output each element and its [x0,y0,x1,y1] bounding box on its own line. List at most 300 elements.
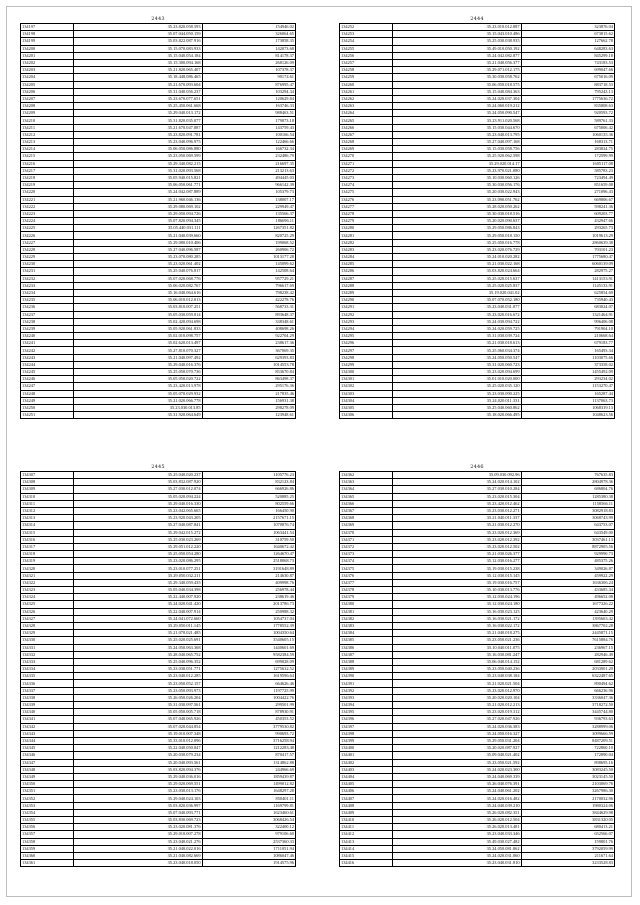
table-row [21,174,296,181]
row-value-cell: 216697.35 [202,160,295,167]
row-id-cell: 134358 [21,838,74,845]
table-row [21,515,296,522]
row-code-cell: 35.23.020.015.304 [393,493,521,500]
table-row [340,81,615,88]
row-value-cell: 103294.34 [202,88,295,95]
row-value-cell: 996406.08 [521,318,614,325]
row-code-cell: 35.29.040.036.016 [74,773,202,780]
table-row [21,500,296,507]
table-row [21,189,296,196]
table-row [21,139,296,146]
row-code-cell: 35.23.050.093.973 [74,687,202,694]
table-row [21,709,296,716]
row-id-cell: 134245 [21,369,74,376]
row-id-cell: 134347 [21,759,74,766]
row-value-cell: 323876.04 [521,24,614,31]
table-row [21,361,296,368]
row-code-cell: 35.23.020.076.729 [393,246,521,253]
row-value-cell: 3037461.13 [521,536,614,543]
row-id-cell: 134202 [21,59,74,66]
row-id-cell: 134322 [21,579,74,586]
row-value-cell: 1054737.04 [202,615,295,622]
row-id-cell: 134290 [340,297,393,304]
row-id-cell: 134339 [21,702,74,709]
row-code-cell: 35.16.030.022.172 [393,622,521,629]
row-code-cell: 35.21.040.056.377 [393,59,521,66]
row-value-cell: 3831320.05 [521,817,614,824]
row-value-cell: 832123.84 [202,479,295,486]
table-row [340,139,615,146]
table-row [21,845,296,852]
row-code-cell: 35.24.020.041.420 [74,601,202,608]
row-id-cell: 134380 [340,601,393,608]
table-row [21,246,296,253]
row-id-cell: 134337 [21,687,74,694]
row-id-cell: 134293 [340,318,393,325]
row-code-cell: 35.49.030.027.482 [393,838,521,845]
table-row [21,268,296,275]
row-id-cell: 134363 [340,479,393,486]
row-id-cell: 134306 [340,412,393,419]
row-value-cell: 870417.57 [202,752,295,759]
row-code-cell: 35.31.920.064.649 [74,412,202,419]
row-id-cell: 134396 [340,716,393,723]
row-code-cell: 35.05.050.020.722 [74,376,202,383]
row-id-cell: 134206 [21,88,74,95]
table-row [21,340,296,347]
row-code-cell: 35.23.670.077.651 [74,95,202,102]
table-row [21,529,296,536]
row-value-cell: 1285380.38 [521,493,614,500]
table-row [21,31,296,38]
row-id-cell: 134407 [340,795,393,802]
row-value-cell: 1004350.64 [202,630,295,637]
row-code-cell: 35.29.020.014.17 [393,160,521,167]
row-value-cell: 142508.64 [202,268,295,275]
table-row [21,52,296,59]
row-code-cell: 35.05.040.034.398 [74,587,202,594]
row-code-cell: 35.15.070.083.933 [74,45,202,52]
row-id-cell: 134397 [340,723,393,730]
table-row [340,289,615,296]
table-row [21,543,296,550]
table-row [21,369,296,376]
table-row [340,369,615,376]
row-id-cell: 134387 [340,651,393,658]
row-code-cell: 35.25.040.020.237 [74,472,202,479]
table-row [340,67,615,74]
row-value-cell: 3779530.82 [202,723,295,730]
table-row [340,558,615,565]
row-id-cell: 134408 [340,802,393,809]
row-value-cell: 166450.90 [202,507,295,514]
row-value-cell: 699047.66 [521,67,614,74]
table-row [21,651,296,658]
table-row [340,759,615,766]
row-id-cell: 134291 [340,304,393,311]
row-value-cell: 154946.02 [202,24,295,31]
row-value-cell: 1778552.39 [202,622,295,629]
row-value-cell: 703101.23 [521,246,614,253]
row-value-cell: 850401.11 [202,795,295,802]
row-code-cell: 35.23.030.090.225 [393,390,521,397]
row-value-cell: 890494.62 [521,680,614,687]
row-code-cell: 35.29.051.012.220 [74,543,202,550]
row-id-cell: 134261 [340,88,393,95]
table-row [340,817,615,824]
table-row [340,347,615,354]
table-row [340,702,615,709]
row-id-cell: 134344 [21,737,74,744]
row-id-cell: 134251 [21,412,74,419]
row-code-cell: 35.12.030.024.180 [393,601,521,608]
row-code-cell: 35.01.010.020.000 [393,376,521,383]
row-code-cell: 35.24.020.011.331 [393,397,521,404]
row-code-cell: 35.24.030.094.722 [393,318,521,325]
table-row [21,261,296,268]
row-id-cell: 134295 [340,333,393,340]
table-row [340,651,615,658]
row-id-cell: 134378 [340,587,393,594]
row-code-cell: 35.16.030.023.125 [393,608,521,615]
row-id-cell: 134323 [21,587,74,594]
row-value-cell: 876995.47 [202,81,295,88]
row-id-cell: 134357 [21,831,74,838]
table-row [21,608,296,615]
row-code-cell: 35.27.030.012.074 [74,486,202,493]
row-id-cell: 134371 [340,536,393,543]
row-id-cell: 134411 [340,824,393,831]
row-value-cell: 1019613.29 [521,232,614,239]
row-id-cell: 134255 [340,45,393,52]
row-code-cell: 35.06.020.082.767 [74,282,202,289]
row-value-cell: 1623460.61 [202,809,295,816]
row-id-cell: 134328 [21,622,74,629]
row-id-cell: 134249 [21,397,74,404]
row-id-cell: 134356 [21,824,74,831]
table-row [340,472,615,479]
table-row [21,852,296,859]
row-code-cell: 35.21.030.012.270 [393,522,521,529]
row-value-cell: 293265.73 [521,225,614,232]
table-row [21,95,296,102]
row-id-cell: 134404 [340,773,393,780]
row-value-cell: 186696.11 [202,218,295,225]
data-table [20,471,296,867]
row-code-cell: 35.23.920.043.205 [74,515,202,522]
table-row [21,601,296,608]
row-value-cell: 163746.33 [202,103,295,110]
row-id-cell: 134312 [21,507,74,514]
table-row [340,182,615,189]
row-id-cell: 134214 [21,146,74,153]
row-id-cell: 134345 [21,745,74,752]
table-row [21,282,296,289]
row-id-cell: 134340 [21,709,74,716]
row-value-cell: 898695.16 [521,759,614,766]
row-code-cell: 35.23.911.020.568 [393,117,521,124]
row-code-cell: 35.23.020.061.402 [74,261,202,268]
table-row [21,565,296,572]
row-code-cell: 35.24.040.039.210 [393,802,521,809]
row-id-cell: 134319 [21,558,74,565]
row-id-cell: 134314 [21,522,74,529]
table-row [340,167,615,174]
row-code-cell: 35.05.440.031.111 [74,225,202,232]
table-row [340,687,615,694]
row-id-cell: 134247 [21,383,74,390]
row-id-cell: 134266 [340,124,393,131]
row-value-cell: 664626.46 [202,680,295,687]
row-id-cell: 134246 [21,376,74,383]
row-value-cell: 845299.18 [521,52,614,59]
row-code-cell: 35.06.050.018.575 [393,81,521,88]
table-row [340,802,615,809]
table-row [21,493,296,500]
row-code-cell: 35.16.040.064.616 [74,289,202,296]
row-id-cell: 134240 [21,333,74,340]
row-value-cell: 282975.27 [521,268,614,275]
row-id-cell: 134263 [340,103,393,110]
row-code-cell: 35.29.340.059.435 [74,579,202,586]
row-id-cell: 134301 [340,376,393,383]
table-row [21,745,296,752]
row-id-cell: 134370 [340,529,393,536]
row-value-cell: 260906.72 [202,246,295,253]
row-value-cell: 6322487.65 [521,673,614,680]
table-row [21,795,296,802]
row-value-cell: 3716258.94 [202,737,295,744]
row-code-cell: 35.05.020.094.224 [74,493,202,500]
row-code-cell: 35.24.042.082.877 [393,52,521,59]
row-value-cell: 238619.46 [202,594,295,601]
row-value-cell: 3867702.28 [521,622,614,629]
table-row [21,572,296,579]
table-row [21,103,296,110]
table-row [340,551,615,558]
row-value-cell: 680413.21 [521,824,614,831]
row-value-cell: 2103069.76 [521,781,614,788]
row-value-cell: 1063441.54 [202,529,295,536]
row-id-cell: 134253 [340,31,393,38]
table-row [21,254,296,261]
table-row [340,383,615,390]
row-id-cell: 134324 [21,594,74,601]
row-code-cell: 35.21.670.093.604 [74,81,202,88]
row-id-cell: 134264 [340,110,393,117]
row-code-cell: 35.16.030.081.247 [393,651,521,658]
row-code-cell: 35.21.960.046.136 [74,196,202,203]
row-value-cell: 3233528.83 [521,860,614,867]
table-row [340,210,615,217]
row-id-cell: 134334 [21,666,74,673]
table-row [340,838,615,845]
table-row [21,311,296,318]
row-id-cell: 134262 [340,95,393,102]
row-id-cell: 134197 [21,24,74,31]
table-row [340,773,615,780]
row-code-cell: 35.15.043.010.486 [393,31,521,38]
row-id-cell: 134395 [340,709,393,716]
row-value-cell: 673815.62 [521,31,614,38]
row-code-cell: 35.21.040.082.669 [74,852,202,859]
row-value-cell: 1264670.47 [202,551,295,558]
row-code-cell: 35.24.020.014.102 [393,479,521,486]
row-value-cell: 1048623.56 [521,412,614,419]
row-value-cell: 3068426.54 [202,817,295,824]
table-row [21,160,296,167]
row-id-cell: 134315 [21,529,74,536]
row-id-cell: 134313 [21,515,74,522]
page-number: 2443 [151,16,165,22]
row-code-cell: 35.20.030.079.234 [74,752,202,759]
table-row [21,318,296,325]
row-code-cell: 35.24.050.081.862 [393,845,521,852]
row-code-cell: 35.26.050.026.204 [74,694,202,701]
row-value-cell: 1275632.52 [202,666,295,673]
row-code-cell: 35.21.040.011.337 [393,515,521,522]
row-code-cell: 35.23.020.094.699 [393,369,521,376]
row-value-cell: 3023145.50 [521,773,614,780]
row-code-cell: 35.23.050.021.236 [393,637,521,644]
row-id-cell: 134278 [340,210,393,217]
row-code-cell: 35.31.820.035.077 [74,117,202,124]
row-value-cell: 1060135.36 [521,131,614,138]
table-row [340,745,615,752]
row-value-cell: 568733.31 [202,304,295,311]
row-code-cell: 35.20.020.090.637 [393,218,521,225]
row-value-cell: 699028.09 [202,658,295,665]
row-value-cell: 936793.63 [521,716,614,723]
row-value-cell: 683024.07 [521,304,614,311]
row-id-cell: 134252 [340,24,393,31]
page-number: 2445 [151,464,165,470]
row-value-cell: 168313.71 [521,139,614,146]
row-id-cell: 134201 [21,52,74,59]
row-value-cell: 2804978.36 [521,479,614,486]
row-code-cell: 35.29.071.012.175 [393,67,521,74]
row-id-cell: 134248 [21,390,74,397]
table-row [21,817,296,824]
row-value-cell: 423640.29 [521,608,614,615]
table-row [340,594,615,601]
row-id-cell: 134200 [21,45,74,52]
row-id-cell: 134394 [340,702,393,709]
table-row [340,110,615,117]
row-id-cell: 134294 [340,325,393,332]
row-id-cell: 134243 [21,354,74,361]
row-value-cell: 1677326.22 [521,601,614,608]
row-id-cell: 134284 [340,254,393,261]
row-value-cell: 122466.66 [202,139,295,146]
row-code-cell: 35.21.040.022.016 [74,845,202,852]
table-row [340,131,615,138]
row-code-cell: 35.10.030.060.126 [393,174,521,181]
row-value-cell: 743183.53 [521,59,614,66]
table-row [340,622,615,629]
table-row [340,354,615,361]
table-row [340,203,615,210]
row-id-cell: 134403 [340,766,393,773]
row-id-cell: 134303 [340,390,393,397]
table-row [340,390,615,397]
table-row [340,376,615,383]
row-value-cell: 199068.52 [202,239,295,246]
table-row [340,536,615,543]
row-code-cell: 35.29.040.024.103 [74,795,202,802]
row-code-cell: 35.20.030.022.943 [393,189,521,196]
row-id-cell: 134215 [21,153,74,160]
row-id-cell: 134399 [340,737,393,744]
row-code-cell: 35.20.020.087.927 [393,745,521,752]
row-id-cell: 134353 [21,802,74,809]
row-value-cell: 156931.38 [202,397,295,404]
row-id-cell: 134327 [21,615,74,622]
row-id-cell: 134229 [21,254,74,261]
row-code-cell: 35.23.020.012.970 [393,687,521,694]
table-row [340,543,615,550]
row-id-cell: 134260 [340,81,393,88]
table-row [340,845,615,852]
row-id-cell: 134329 [21,630,74,637]
row-code-cell: 35.23.040.031.077 [393,304,521,311]
row-code-cell: 35.02.010.098.757 [74,333,202,340]
row-code-cell: 35.19.020.041.02 [393,289,521,296]
row-code-cell: 35.31.030.097.561 [74,702,202,709]
row-value-cell: 145099.62 [202,261,295,268]
row-value-cell: 1413153.91 [521,275,614,282]
table-row [21,802,296,809]
row-id-cell: 134355 [21,817,74,824]
row-id-cell: 134410 [340,817,393,824]
row-code-cell: 35.21.070.021.485 [74,630,202,637]
row-id-cell: 134210 [21,117,74,124]
table-row [21,218,296,225]
row-value-cell: 1212283.48 [202,745,295,752]
row-code-cell: 35.24.060.019.212 [393,103,521,110]
row-value-cell: 1859439.87 [202,773,295,780]
row-value-cell: 250988.32 [202,608,295,615]
row-code-cell: 35.27.020.047.926 [393,716,521,723]
row-value-cell: 213213.63 [202,167,295,174]
row-value-cell: 1775636.72 [521,95,614,102]
table-row [21,766,296,773]
row-id-cell: 134369 [340,522,393,529]
row-id-cell: 134326 [21,608,74,615]
row-value-cell: 1395663.42 [521,615,614,622]
row-id-cell: 134338 [21,694,74,701]
row-id-cell: 134390 [340,673,393,680]
row-id-cell: 134233 [21,282,74,289]
row-id-cell: 134267 [340,131,393,138]
table-row [340,587,615,594]
row-value-cell: 1068319.13 [521,404,614,411]
row-value-cell: 883718.53 [521,81,614,88]
table-row [340,658,615,665]
table-row [21,666,296,673]
row-value-cell: 408698.26 [202,325,295,332]
row-id-cell: 134275 [340,189,393,196]
row-id-cell: 134198 [21,31,74,38]
row-id-cell: 134383 [340,622,393,629]
table-row [340,95,615,102]
row-value-cell: 123948.61 [202,412,295,419]
row-code-cell: 35.24.050.050.547 [393,354,521,361]
row-id-cell: 134302 [340,383,393,390]
table-row [21,275,296,282]
row-code-cell: 35.29.050.018.150 [393,232,521,239]
table-row [340,781,615,788]
